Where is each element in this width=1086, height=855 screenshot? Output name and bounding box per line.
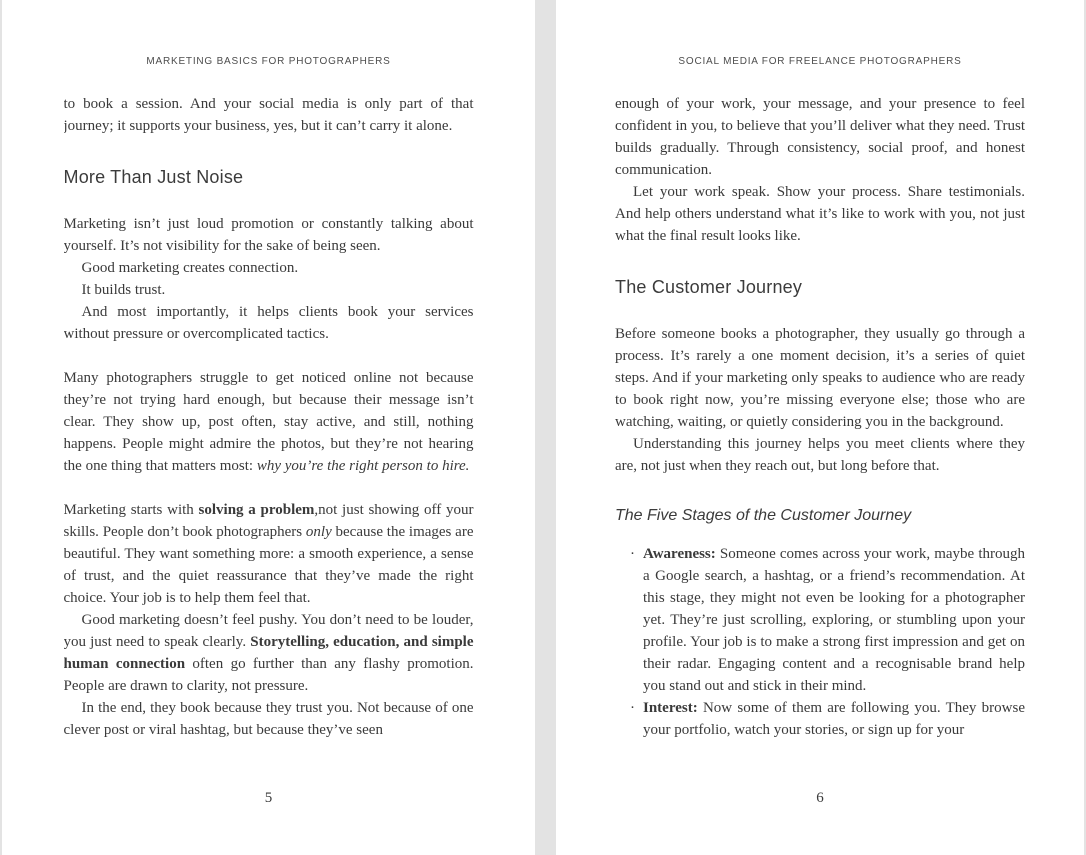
book-page-right — [556, 0, 1084, 855]
text-run: Before someone books a photographer, they usually go through a process. It’s rarely a one moment decision, it’s a series of quiet steps. And if your marketing only speaks to audience who are ready to book right now, you’re missing everyone else; those who are watching, waiting, or quietly considering you in the background. — [615, 326, 1025, 430]
paragraph — [64, 697, 474, 741]
page-number-left: 5 — [264, 790, 273, 806]
paragraph — [615, 93, 1025, 181]
text-run: In the end, they book because they trust you. Not because of one clever post or viral hashtag, but because they’ve seen — [63, 700, 474, 738]
text-run: Someone comes across your work, maybe through a Google search, a hashtag, or a friend’s recommendation. At this stage, they might not even be looking for a photographer yet. They’re just scrolling, exploring, or stumbling upon your profile. Your job is to make a strong first impression and get on their radar. Engaging content and a recognisable brand help you stand out and stick in their mind. — [643, 546, 1025, 694]
paragraph — [64, 367, 474, 477]
text-run: And most importantly, it helps clients book your services without pressure or overcomplicated tactics. — [63, 304, 474, 342]
text-run: Let your work speak. Show your process. Share testimonials. And help others understand what it’s like to work with you, not just what the final result looks like. — [615, 184, 1025, 244]
text-run: often go further than any flashy promotion. People are drawn to clarity, not pressure. — [63, 656, 474, 694]
text-run: Good marketing creates connection. — [81, 260, 299, 276]
paragraph — [64, 213, 474, 257]
paragraph — [64, 609, 474, 697]
book-page-left — [2, 0, 535, 855]
paragraph — [64, 301, 474, 345]
italic-subheading: The Five Stages of the Customer Journey — [615, 507, 912, 524]
text-run: to book a session. And your social media is only part of that journey; it supports your business, yes, but it can’t carry it alone. — [63, 96, 474, 134]
running-head-left: MARKETING BASICS FOR PHOTOGRAPHERS — [146, 56, 391, 67]
text-run: enough of your work, your message, and your presence to feel confident in you, to believe that you’ll deliver what they need. Trust builds gradually. Through consistency, social proof, and honest communication. — [615, 96, 1025, 178]
paragraph — [615, 323, 1025, 433]
paragraph — [615, 433, 1025, 477]
section-heading: The Customer Journey — [615, 277, 803, 297]
italic-text-run: only — [305, 524, 332, 540]
text-run: because the images are beautiful. They want something more: a smooth experience, a sense of trust, and the quiet reassurance that they’ve made the right choice. Your job is to help them feel that. — [63, 524, 474, 606]
page-number-right: 6 — [816, 790, 824, 806]
bold-text-run: solving a problem — [198, 502, 315, 518]
text-run: ,not just showing off your skills. People don’t book photographers — [63, 502, 474, 540]
text-run: Now some of them are following you. They browse your portfolio, watch your stories, or sign up for your — [643, 700, 1025, 738]
bold-text-run: Storytelling, education, and simple human connection — [63, 634, 474, 672]
page-body-right — [615, 93, 1025, 775]
bold-text-run: Awareness: — [643, 546, 716, 562]
paragraph — [64, 93, 474, 137]
text-run: Marketing isn’t just loud promotion or constantly talking about yourself. It’s not visibility for the sake of being seen. — [63, 216, 474, 254]
bullet-list — [615, 543, 1025, 741]
page-body-left — [64, 93, 474, 775]
section-heading: More Than Just Noise — [63, 167, 244, 187]
paragraph — [64, 279, 474, 301]
running-head-right: SOCIAL MEDIA FOR FREELANCE PHOTOGRAPHERS — [678, 56, 962, 67]
text-run: It builds trust. — [81, 282, 166, 298]
text-run: Many photographers struggle to get noticed online not because they’re not trying hard enough, but because their message isn’t clear. They show up, post often, stay active, and still, nothing happens. People might admire the photos, but they’re not hearing the one thing that matters most: — [63, 370, 474, 474]
text-run: Marketing starts with — [63, 502, 199, 518]
list-item — [615, 543, 1025, 697]
text-run: Understanding this journey helps you meet clients where they are, not just when they reach out, but long before that. — [615, 436, 1025, 474]
bold-text-run: Interest: — [643, 700, 698, 716]
paragraph — [615, 181, 1025, 247]
italic-text-run: why you’re the right person to hire. — [256, 458, 470, 474]
text-run: Good marketing doesn’t feel pushy. You don’t need to be louder, you just need to speak clearly. — [63, 612, 474, 650]
paragraph — [64, 257, 474, 279]
paragraph — [64, 499, 474, 609]
list-item — [615, 697, 1025, 741]
